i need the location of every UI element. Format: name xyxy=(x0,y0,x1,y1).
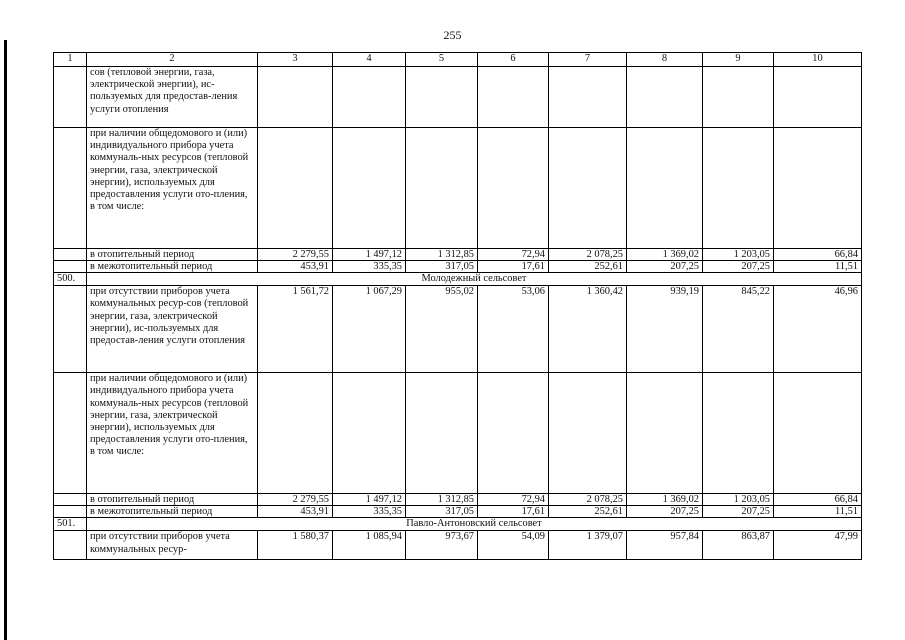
value-cell: 1 085,94 xyxy=(333,531,406,560)
value-cell: 207,25 xyxy=(703,506,774,518)
value-cell: 1 580,37 xyxy=(258,531,333,560)
value-cell: 2 279,55 xyxy=(258,249,333,261)
section-row xyxy=(54,273,862,286)
column-number-row xyxy=(54,53,862,67)
value-cell: 845,22 xyxy=(703,286,774,373)
tariff-table xyxy=(53,52,862,560)
row-index-cell xyxy=(54,373,87,494)
table-row xyxy=(54,494,862,506)
value-cell xyxy=(627,373,703,494)
value-cell: 207,25 xyxy=(627,261,703,273)
column-header: 6 xyxy=(478,53,549,67)
table-row xyxy=(54,128,862,249)
value-cell xyxy=(258,128,333,249)
value-cell: 252,61 xyxy=(549,261,627,273)
row-index-cell xyxy=(54,531,87,560)
value-cell: 1 379,07 xyxy=(549,531,627,560)
value-cell: 957,84 xyxy=(627,531,703,560)
value-cell xyxy=(406,373,478,494)
value-cell: 939,19 xyxy=(627,286,703,373)
value-cell: 66,84 xyxy=(774,249,862,261)
value-cell: 207,25 xyxy=(627,506,703,518)
value-cell xyxy=(333,67,406,128)
row-index-cell xyxy=(54,261,87,273)
column-header: 9 xyxy=(703,53,774,67)
value-cell xyxy=(703,373,774,494)
value-cell xyxy=(549,67,627,128)
value-cell: 72,94 xyxy=(478,494,549,506)
value-cell: 66,84 xyxy=(774,494,862,506)
value-cell: 252,61 xyxy=(549,506,627,518)
value-cell: 17,61 xyxy=(478,261,549,273)
value-cell xyxy=(549,373,627,494)
value-cell: 2 078,25 xyxy=(549,249,627,261)
value-cell: 973,67 xyxy=(406,531,478,560)
row-index-cell xyxy=(54,286,87,373)
value-cell xyxy=(774,128,862,249)
value-cell: 1 497,12 xyxy=(333,494,406,506)
section-title: Павло-Антоновский сельсовет xyxy=(87,518,862,531)
value-cell: 2 078,25 xyxy=(549,494,627,506)
row-description: при наличии общедомового и (или) индивидуального прибора учета коммуналь-ных ресурсов (тепловой энергии, газа, электрической энергии), используемых для предоставления услуги ото-пления, в том числе: xyxy=(87,373,258,494)
value-cell xyxy=(333,128,406,249)
row-index-cell xyxy=(54,67,87,128)
value-cell: 1 203,05 xyxy=(703,249,774,261)
value-cell xyxy=(478,67,549,128)
value-cell xyxy=(627,128,703,249)
page-number: 255 xyxy=(443,28,462,42)
value-cell: 17,61 xyxy=(478,506,549,518)
value-cell: 1 561,72 xyxy=(258,286,333,373)
value-cell: 2 279,55 xyxy=(258,494,333,506)
value-cell xyxy=(258,373,333,494)
row-description: сов (тепловой энергии, газа, электрической энергии), ис-пользуемых для предостав-ления услуги отопления xyxy=(87,67,258,128)
value-cell: 335,35 xyxy=(333,261,406,273)
value-cell: 1 312,85 xyxy=(406,249,478,261)
table-row xyxy=(54,373,862,494)
value-cell xyxy=(406,128,478,249)
column-header: 10 xyxy=(774,53,862,67)
value-cell xyxy=(703,128,774,249)
column-header: 2 xyxy=(87,53,258,67)
value-cell: 453,91 xyxy=(258,261,333,273)
row-description: в отопительный период xyxy=(87,249,258,261)
table-row xyxy=(54,67,862,128)
page-edge-line xyxy=(4,40,7,640)
value-cell xyxy=(478,373,549,494)
row-description: при отсутствии приборов учета коммунальных ресур- xyxy=(87,531,258,560)
value-cell: 1 067,29 xyxy=(333,286,406,373)
value-cell: 1 497,12 xyxy=(333,249,406,261)
column-header: 1 xyxy=(54,53,87,67)
value-cell: 1 312,85 xyxy=(406,494,478,506)
section-index: 501. xyxy=(54,518,87,531)
table-row xyxy=(54,531,862,560)
value-cell: 47,99 xyxy=(774,531,862,560)
value-cell: 72,94 xyxy=(478,249,549,261)
column-header: 4 xyxy=(333,53,406,67)
value-cell: 54,09 xyxy=(478,531,549,560)
value-cell: 1 203,05 xyxy=(703,494,774,506)
section-row xyxy=(54,518,862,531)
row-index-cell xyxy=(54,494,87,506)
row-description: при наличии общедомового и (или) индивидуального прибора учета коммуналь-ных ресурсов (тепловой энергии, газа, электрической энергии), используемых для предоставления услуги ото-пления, в том числе: xyxy=(87,128,258,249)
row-index-cell xyxy=(54,506,87,518)
row-description: в отопительный период xyxy=(87,494,258,506)
value-cell xyxy=(333,373,406,494)
table-row xyxy=(54,506,862,518)
value-cell: 53,06 xyxy=(478,286,549,373)
column-header: 3 xyxy=(258,53,333,67)
value-cell: 453,91 xyxy=(258,506,333,518)
row-description: в межотопительный период xyxy=(87,506,258,518)
table-row xyxy=(54,261,862,273)
value-cell: 335,35 xyxy=(333,506,406,518)
value-cell: 955,02 xyxy=(406,286,478,373)
value-cell xyxy=(258,67,333,128)
value-cell: 1 369,02 xyxy=(627,494,703,506)
value-cell xyxy=(703,67,774,128)
column-header: 5 xyxy=(406,53,478,67)
value-cell: 11,51 xyxy=(774,261,862,273)
value-cell xyxy=(478,128,549,249)
value-cell: 46,96 xyxy=(774,286,862,373)
value-cell: 1 369,02 xyxy=(627,249,703,261)
table-row xyxy=(54,249,862,261)
value-cell xyxy=(774,67,862,128)
value-cell xyxy=(406,67,478,128)
value-cell: 207,25 xyxy=(703,261,774,273)
row-description: в межотопительный период xyxy=(87,261,258,273)
value-cell xyxy=(774,373,862,494)
value-cell: 863,87 xyxy=(703,531,774,560)
column-header: 8 xyxy=(627,53,703,67)
value-cell: 317,05 xyxy=(406,261,478,273)
column-header: 7 xyxy=(549,53,627,67)
value-cell xyxy=(549,128,627,249)
section-index: 500. xyxy=(54,273,87,286)
value-cell: 1 360,42 xyxy=(549,286,627,373)
row-index-cell xyxy=(54,128,87,249)
row-index-cell xyxy=(54,249,87,261)
table-body xyxy=(54,67,862,560)
value-cell xyxy=(627,67,703,128)
table-row xyxy=(54,286,862,373)
section-title: Молодежный сельсовет xyxy=(87,273,862,286)
value-cell: 11,51 xyxy=(774,506,862,518)
value-cell: 317,05 xyxy=(406,506,478,518)
row-description: при отсутствии приборов учета коммунальных ресур-сов (тепловой энергии, газа, электрической энергии), ис-пользуемых для предостав-ления услуги отопления xyxy=(87,286,258,373)
